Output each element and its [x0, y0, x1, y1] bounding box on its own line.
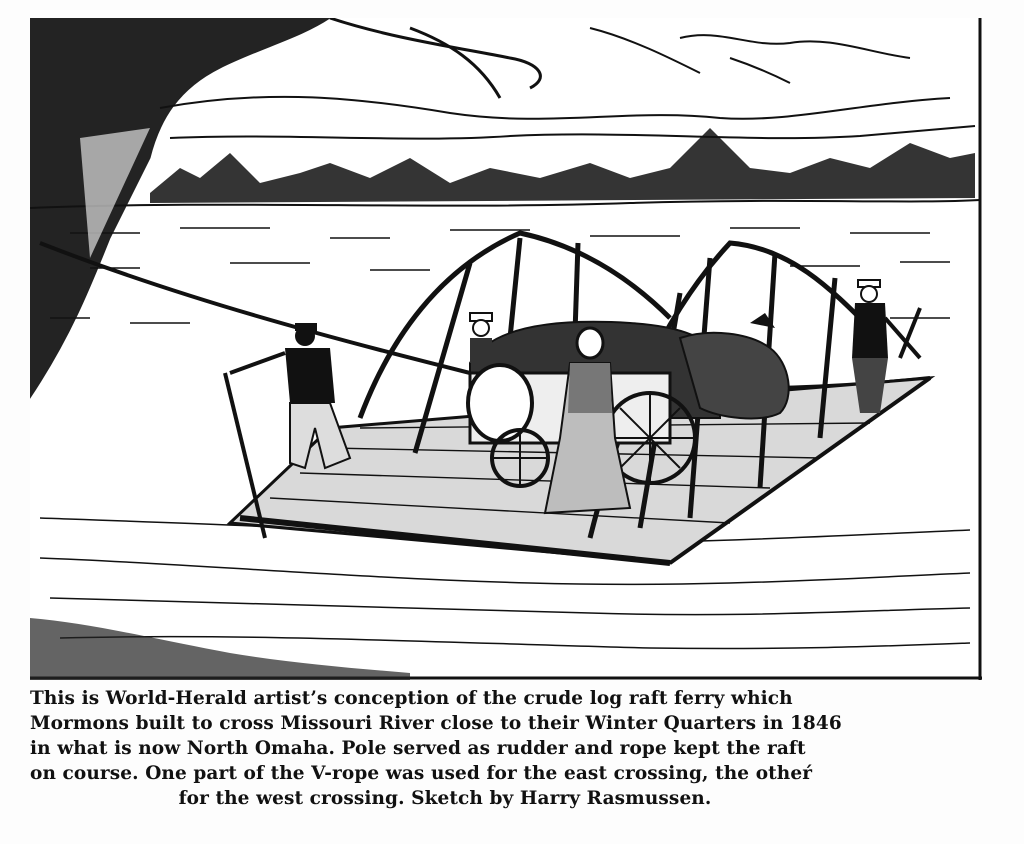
- passenger-behind-wagon: [470, 313, 492, 363]
- caption-line: Mormons built to cross Missouri River close to their Winter Quarters in 1846: [30, 713, 842, 734]
- ferry-illustration: [30, 18, 982, 680]
- caption-line: in what is now North Omaha. Pole served as rudder and rope kept the raft: [30, 738, 806, 759]
- photo-caption: [30, 686, 980, 811]
- caption-line: for the west crossing. Sketch by Harry Rasmussen.: [178, 788, 712, 809]
- caption-line: on course. One part of the V-rope was used for the east crossing, the otheŕ: [30, 763, 813, 784]
- caption-line: This is World-Herald artist’s conception of the crude log raft ferry which: [30, 688, 793, 709]
